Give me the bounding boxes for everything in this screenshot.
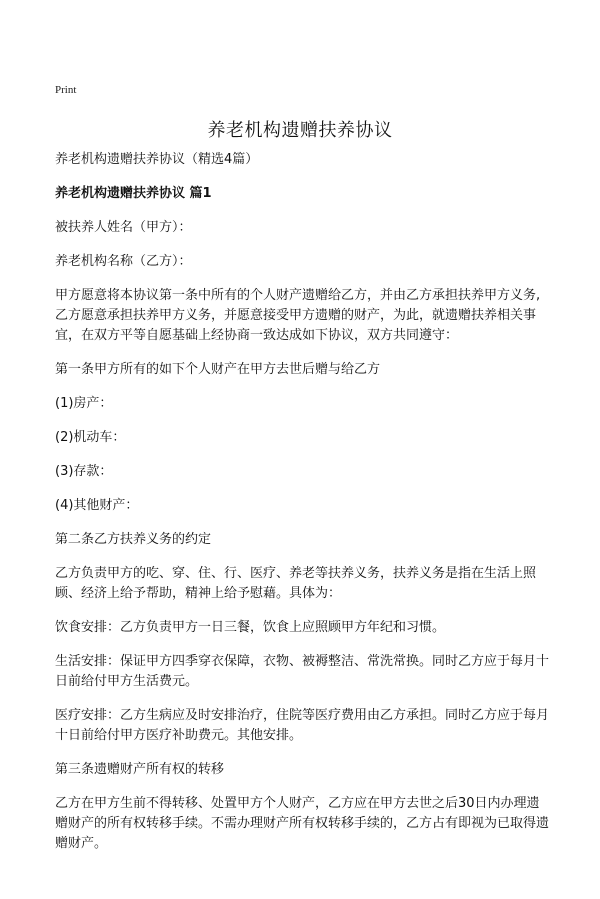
party-b-name-line: 养老机构名称（乙方）： [55, 254, 192, 269]
support-duty-paragraph: 乙方负责甲方的吃、穿、住、行、医疗、养老等扶养义务，扶养义务是指在生活上照顾、经济上给予帮助，精神上给予慰藉。具体为： [55, 566, 537, 601]
property-item-other: (4)其他财产： [55, 498, 139, 513]
document-subtitle: 养老机构遗赠扶养协议（精选4篇） [55, 152, 259, 167]
ownership-transfer-paragraph: 乙方在甲方生前不得转移、处置甲方个人财产，乙方应在甲方去世之后30日内办理遗赠财产的所有权转移手续。不需办理财产所有权转移手续的，乙方占有即视为已取得遗赠财产。 [55, 796, 550, 851]
medical-arrangement-paragraph: 医疗安排：乙方生病应及时安排治疗，住院等医疗费用由乙方承担。同时乙方应于每月十日前给付甲方医疗补助费元。其他安排。 [55, 708, 550, 743]
article-2-heading: 第二条乙方扶养义务的约定 [55, 532, 212, 547]
property-item-deposit: (3)存款： [55, 464, 113, 479]
print-label: Print [55, 84, 77, 96]
section-heading: 养老机构遗赠扶养协议 篇1 [55, 186, 212, 201]
document-body [55, 150, 550, 868]
article-1-heading: 第一条甲方所有的如下个人财产在甲方去世后赠与给乙方 [55, 362, 381, 377]
party-a-name-line: 被扶养人姓名（甲方）： [55, 220, 192, 235]
property-item-house: (1)房产： [55, 396, 113, 411]
property-item-vehicle: (2)机动车： [55, 430, 126, 445]
document-title: 养老机构遗赠扶养协议 [207, 120, 393, 141]
living-arrangement-paragraph: 生活安排：保证甲方四季穿衣保障，衣物、被褥整洁、常洗常换。同时乙方应于每月十日前给付甲方生活费元。 [55, 654, 550, 689]
diet-arrangement-paragraph: 饮食安排：乙方负责甲方一日三餐，饮食上应照顾甲方年纪和习惯。 [55, 620, 446, 635]
article-3-heading: 第三条遗赠财产所有权的转移 [55, 762, 225, 777]
preamble-paragraph: 甲方愿意将本协议第一条中所有的个人财产遗赠给乙方，并由乙方承担扶养甲方义务,乙方愿意承担扶养甲方义务，并愿意接受甲方遗赠的财产，为此，就遗赠扶养相关事宜，在双方平等自愿基础上经协商一致达成如下协议，双方共同遵守： [55, 288, 541, 343]
